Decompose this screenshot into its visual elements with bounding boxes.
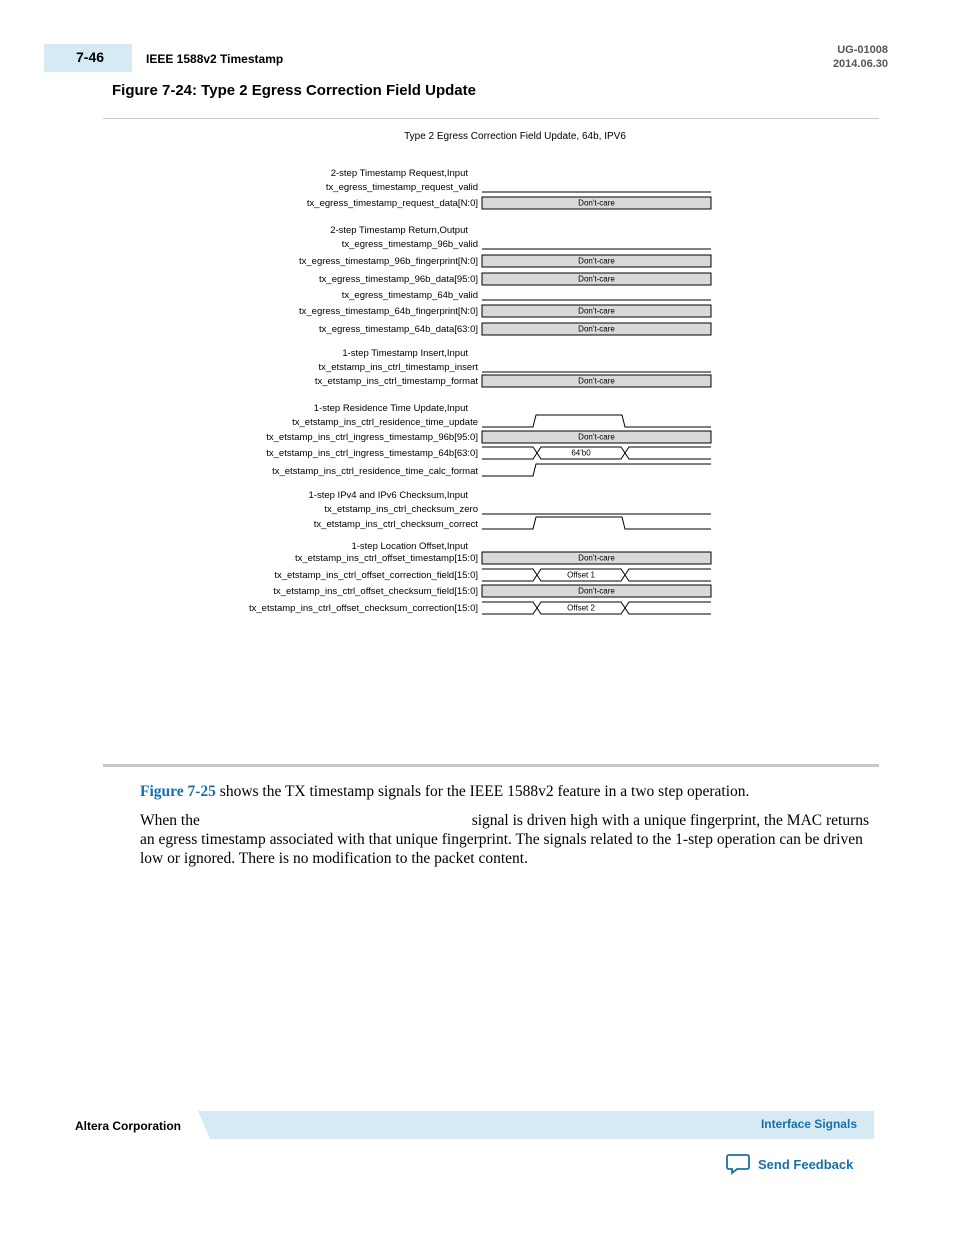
signal-label: tx_etstamp_ins_ctrl_checksum_correct <box>313 519 478 530</box>
running-header-title: IEEE 1588v2 Timestamp <box>146 52 284 66</box>
waveform-value-label: Don't-care <box>578 586 615 596</box>
page-number: 7-46 <box>76 49 105 65</box>
figure-title: Figure 7-24: Type 2 Egress Correction Field Update <box>112 82 476 99</box>
signal-label: tx_etstamp_ins_ctrl_offset_timestamp[15:0] <box>294 553 478 564</box>
waveform-value-label: Don't-care <box>578 432 615 442</box>
paragraph-1-text: shows the TX timestamp signals for the IEEE 1588v2 feature in a two step operation. <box>215 783 750 800</box>
figure-25-link[interactable]: Figure 7-25 <box>140 783 216 800</box>
signal-label: tx_egress_timestamp_96b_valid <box>341 239 478 250</box>
waveform-value-label: Don't-care <box>578 553 615 563</box>
paragraph-2 <box>140 811 875 868</box>
waveform-value-label: Don't-care <box>578 324 615 334</box>
figure-bottom-rule <box>103 764 879 767</box>
waveform-value-label: Don't-care <box>578 256 615 266</box>
signal-label: tx_etstamp_ins_ctrl_residence_time_update <box>292 417 478 428</box>
signal-label: tx_etstamp_ins_ctrl_timestamp_insert <box>318 362 478 373</box>
paragraph-1 <box>140 782 875 801</box>
group-label: 2-step Timestamp Request,Input <box>330 168 468 179</box>
waveform-value-label: Don't-care <box>578 376 615 386</box>
footer-corporation: Altera Corporation <box>75 1119 182 1133</box>
signal-label: tx_etstamp_ins_ctrl_residence_time_calc_format <box>272 466 478 477</box>
signal-label: tx_etstamp_ins_ctrl_offset_checksum_correction[15:0] <box>249 603 478 614</box>
waveform-value-label: Don't-care <box>578 274 615 284</box>
waveform-bus-segment <box>625 447 711 459</box>
signal-label: tx_egress_timestamp_96b_data[95:0] <box>319 274 478 285</box>
doc-date: 2014.06.30 <box>832 58 888 70</box>
signal-label: tx_etstamp_ins_ctrl_offset_correction_field[15:0] <box>274 570 478 581</box>
diagram-title: Type 2 Egress Correction Field Update, 64b, IPV6 <box>404 131 626 142</box>
waveform-bus-segment <box>482 447 537 459</box>
waveform-pulse <box>482 415 711 427</box>
waveform-value-label: 64'b0 <box>571 448 591 458</box>
signal-label: tx_egress_timestamp_64b_valid <box>341 290 478 301</box>
waveform-value-label: Don't-care <box>578 306 615 316</box>
send-feedback-label: Send Feedback <box>758 1156 854 1172</box>
group-label: 2-step Timestamp Return,Output <box>330 225 468 236</box>
signal-label: tx_egress_timestamp_96b_fingerprint[N:0] <box>298 256 478 267</box>
waveform-bus-segment <box>625 569 711 581</box>
feedback-bubble-icon <box>726 1153 750 1175</box>
footer-section-link[interactable]: Interface Signals <box>760 1117 857 1131</box>
waveform-bus-segment <box>482 569 537 581</box>
signal-label: tx_egress_timestamp_request_data[N:0] <box>306 198 478 209</box>
group-label: 1-step Location Offset,Input <box>351 541 468 552</box>
waveform-step <box>482 464 711 476</box>
signal-label: tx_etstamp_ins_ctrl_ingress_timestamp_64b[63:0] <box>266 448 478 459</box>
waveform-value-label: Offset 2 <box>567 603 595 613</box>
signal-label: tx_etstamp_ins_ctrl_ingress_timestamp_96b[95:0] <box>266 432 478 443</box>
waveform-value-label: Offset 1 <box>567 570 595 580</box>
group-label: 1-step IPv4 and IPv6 Checksum,Input <box>308 490 468 501</box>
send-feedback-link[interactable] <box>726 1153 853 1175</box>
group-label: 1-step Residence Time Update,Input <box>313 403 468 414</box>
waveform-pulse <box>482 517 711 529</box>
paragraph-2-text: signal is driven high with a unique fingerprint, the MAC returns an egress timestamp associated with that unique fingerprint. The signals related to the 1-step operation can be driven low or ignored. There is no modification to the packet content. <box>140 812 870 867</box>
signal-label: tx_etstamp_ins_ctrl_offset_checksum_field[15:0] <box>273 586 478 597</box>
doc-id: UG-01008 <box>837 44 888 56</box>
signal-label: tx_etstamp_ins_ctrl_timestamp_format <box>314 376 478 387</box>
signal-label: tx_egress_timestamp_64b_data[63:0] <box>319 324 478 335</box>
paragraph-2-start: When the <box>140 812 204 829</box>
signal-label: tx_egress_timestamp_request_valid <box>325 182 478 193</box>
waveform-bus-segment <box>625 602 711 614</box>
waveform-value-label: Don't-care <box>578 198 615 208</box>
group-label: 1-step Timestamp Insert,Input <box>342 348 468 359</box>
waveform-bus-segment <box>482 602 537 614</box>
signal-label: tx_etstamp_ins_ctrl_checksum_zero <box>324 504 478 515</box>
signal-label: tx_egress_timestamp_64b_fingerprint[N:0] <box>298 306 478 317</box>
